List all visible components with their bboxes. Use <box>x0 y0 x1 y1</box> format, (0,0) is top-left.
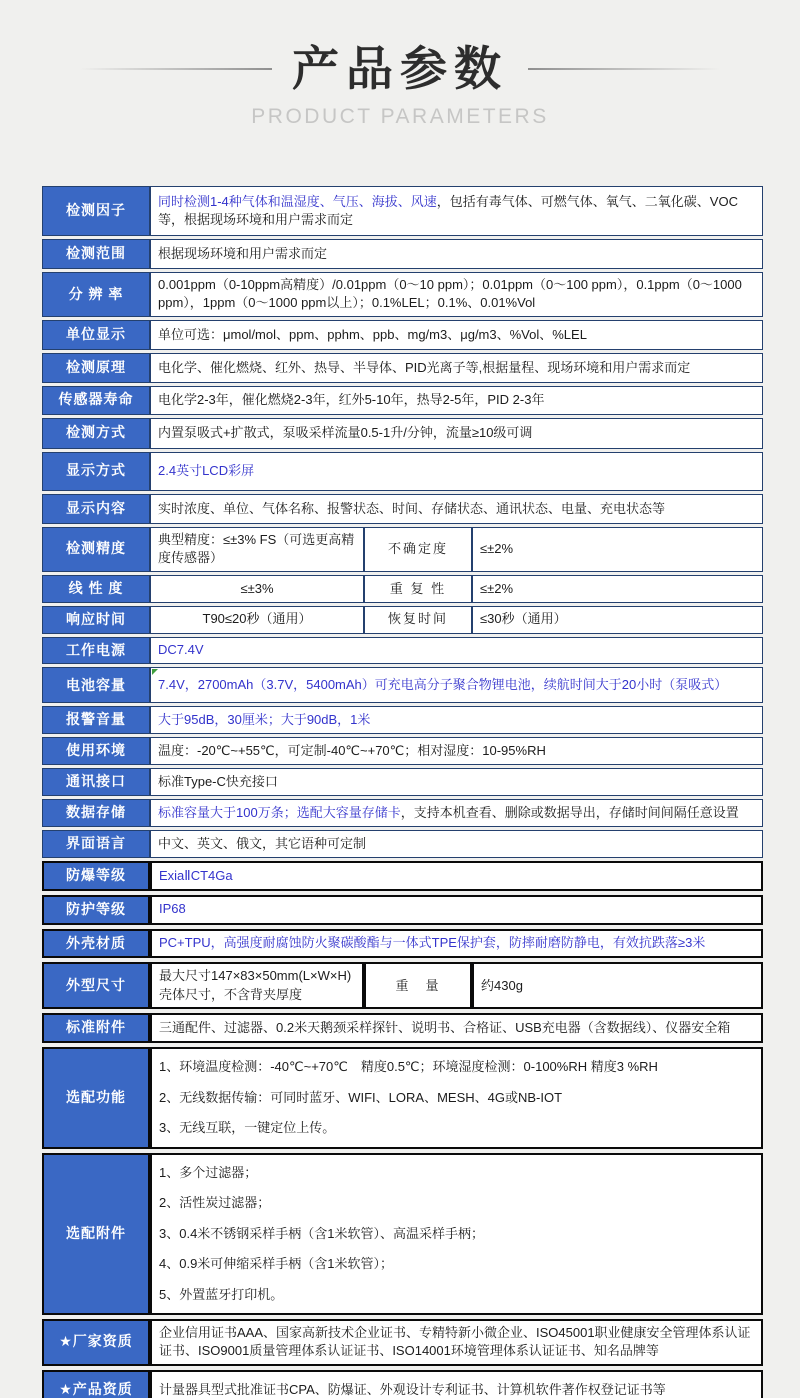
spec-row <box>42 895 763 925</box>
spec-row <box>42 186 763 236</box>
row-value <box>150 494 763 524</box>
row-value <box>150 637 763 665</box>
row-label: 检测范围 <box>42 239 150 269</box>
spec-row <box>42 1047 763 1148</box>
value-text: IP68 <box>159 901 186 917</box>
value-text: PC+TPU，高强度耐腐蚀防火聚碳酸酯与一体式TPE保护套，防摔耐磨防静电，有效抗跌落≥3米 <box>159 935 706 951</box>
spec-row <box>42 768 763 796</box>
row-label: 单位显示 <box>42 320 150 350</box>
row-value <box>150 575 364 603</box>
value-text: 0.001ppm（0-10ppm高精度）/0.01ppm（0～10 ppm）；0.01ppm（0～100 ppm），0.1ppm（0～1000 ppm），1ppm（0～1000 ppm以上）；0.1%LEL；0.1%、0.01%Vol <box>158 277 742 311</box>
title-left-line <box>80 68 272 70</box>
row-label: ★产品资质 <box>42 1370 150 1398</box>
row-value <box>472 606 763 634</box>
row-value <box>150 830 763 858</box>
value-text: 1、多个过滤器； <box>159 1164 258 1180</box>
row-value <box>150 1370 763 1398</box>
title-row <box>0 42 800 96</box>
value-text: 2.4英寸LCD彩屏 <box>158 463 255 479</box>
spec-row <box>42 1013 763 1043</box>
value-text: ，包括有毒气体、可燃气体、氧气、二氧化碳、VOC等，根据现场环境和用户需求而定 <box>158 193 738 227</box>
value-text: 约430g <box>481 977 523 993</box>
row-label: 选配功能 <box>42 1047 150 1148</box>
value-text: 内置泵吸式+扩散式，泵吸采样流量0.5-1升/分钟，流量≥10级可调 <box>158 425 533 441</box>
row-label: 防爆等级 <box>42 861 150 891</box>
row-label: 选配附件 <box>42 1153 150 1315</box>
row-value <box>150 799 763 827</box>
row-label: ★厂家资质 <box>42 1319 150 1366</box>
row-label: 通讯接口 <box>42 768 150 796</box>
row-label: 数据存储 <box>42 799 150 827</box>
value-text: 4、0.9米可伸缩采样手柄（含1米软管）； <box>159 1256 394 1272</box>
value-text: 三通配件、过滤器、0.2米天鹅颈采样探针、说明书、合格证、USB充电器（含数据线）、仪器安全箱 <box>159 1020 731 1036</box>
spec-row <box>42 706 763 734</box>
spec-row <box>42 320 763 350</box>
spec-row <box>42 737 763 765</box>
spec-row <box>42 239 763 269</box>
spec-row <box>42 527 763 572</box>
row-sublabel: 不确定度 <box>364 527 472 572</box>
row-value <box>150 768 763 796</box>
row-value <box>150 1047 763 1148</box>
row-label: 分 辨 率 <box>42 272 150 317</box>
row-value <box>150 186 763 236</box>
row-value <box>150 737 763 765</box>
value-text: 单位可选：μmol/mol、ppm、pphm、ppb、mg/m3、μg/m3、%Vol、%LEL <box>158 326 587 342</box>
value-text: ，支持本机查看、删除或数据导出，存储时间间隔任意设置 <box>400 804 739 820</box>
row-label: 检测方式 <box>42 418 150 449</box>
row-value <box>150 606 364 634</box>
spec-row <box>42 418 763 449</box>
value-text: DC7.4V <box>158 642 204 658</box>
row-value <box>150 239 763 269</box>
spec-row <box>42 799 763 827</box>
row-value <box>150 706 763 734</box>
row-label: 传感器寿命 <box>42 386 150 415</box>
row-value <box>150 353 763 383</box>
value-text: 同时检测1-4种气体和温湿度、气压、海拔、风速 <box>158 193 437 209</box>
row-label: 响应时间 <box>42 606 150 634</box>
row-value <box>150 452 763 491</box>
page-title: 产品参数 <box>292 42 508 95</box>
spec-row <box>42 830 763 858</box>
value-text: 5、外置蓝牙打印机。 <box>159 1286 284 1302</box>
value-text: ≤30秒（通用） <box>480 611 567 627</box>
row-value <box>472 962 763 1009</box>
spec-row <box>42 667 763 703</box>
row-label: 使用环境 <box>42 737 150 765</box>
value-text: 3、0.4米不锈钢采样手柄（含1米软管）、高温采样手柄； <box>159 1225 485 1241</box>
value-text: ≤±3% <box>240 580 274 596</box>
value-text: 2、无线数据传输：可同时蓝牙、WIFI、LORA、MESH、4G或NB-IOT <box>159 1089 563 1105</box>
title-right-line <box>528 68 720 70</box>
row-label: 线 性 度 <box>42 575 150 603</box>
page-header <box>0 0 800 129</box>
value-text: 温度：-20℃~+55℃，可定制-40℃~+70℃；相对湿度：10-95%RH <box>158 743 546 759</box>
row-value <box>150 667 763 703</box>
value-text: 2、活性炭过滤器； <box>159 1195 271 1211</box>
value-text: 壳体尺寸，不含背夹厚度 <box>159 986 303 1002</box>
row-value <box>472 527 763 572</box>
row-sublabel: 重 量 <box>364 962 472 1009</box>
row-value <box>150 1013 763 1043</box>
page-subtitle: PRODUCT PARAMETERS <box>251 105 549 129</box>
value-text: 电化学、催化燃烧、红外、热导、半导体、PID光离子等,根据量程、现场环境和用户需求而定 <box>158 359 691 375</box>
row-label: 检测原理 <box>42 353 150 383</box>
row-label: 检测精度 <box>42 527 150 572</box>
row-value <box>150 418 763 449</box>
row-label: 界面语言 <box>42 830 150 858</box>
value-text: ExiaⅡCT4Ga <box>159 867 233 883</box>
row-value <box>150 929 763 959</box>
spec-row <box>42 1319 763 1366</box>
row-sublabel: 重 复 性 <box>364 575 472 603</box>
spec-row <box>42 929 763 959</box>
value-text: 电化学2-3年，催化燃烧2-3年，红外5-10年，热导2-5年，PID 2-3年 <box>158 392 545 408</box>
row-label: 外壳材质 <box>42 929 150 959</box>
row-label: 报警音量 <box>42 706 150 734</box>
row-value <box>150 527 364 572</box>
row-value <box>150 962 364 1009</box>
row-value <box>150 320 763 350</box>
spec-table <box>42 186 763 1398</box>
row-label: 显示内容 <box>42 494 150 524</box>
row-value <box>150 1319 763 1366</box>
cell-corner-marker-icon <box>152 669 158 675</box>
value-text: 最大尺寸147×83×50mm(L×W×H) <box>159 968 352 984</box>
row-value <box>472 575 763 603</box>
value-text: 中文、英文、俄文，其它语种可定制 <box>158 835 367 851</box>
spec-row <box>42 575 763 603</box>
row-value <box>150 1153 763 1315</box>
spec-row <box>42 637 763 665</box>
spec-row <box>42 962 763 1009</box>
row-value <box>150 272 763 317</box>
spec-row <box>42 452 763 491</box>
row-label: 显示方式 <box>42 452 150 491</box>
spec-row <box>42 861 763 891</box>
value-text: ≤±2% <box>480 541 514 557</box>
spec-row <box>42 494 763 524</box>
value-text: 3、无线互联，一键定位上传。 <box>159 1120 336 1136</box>
value-text: 实时浓度、单位、气体名称、报警状态、时间、存储状态、通讯状态、电量、充电状态等 <box>158 500 666 516</box>
row-label: 防护等级 <box>42 895 150 925</box>
value-text: 标准容量大于100万条；选配大容量存储卡 <box>158 804 401 820</box>
value-text: 1、环境温度检测：-40℃~+70℃ 精度0.5℃；环境湿度检测：0-100%RH 精度3 %RH <box>159 1059 658 1075</box>
value-text: ≤±2% <box>480 580 514 596</box>
value-text: 典型精度：≤±3% FS（可选更高精度传感器） <box>158 531 355 566</box>
spec-row <box>42 1153 763 1315</box>
row-value <box>150 861 763 891</box>
value-text: 7.4V，2700mAh（3.7V，5400mAh）可充电高分子聚合物锂电池，续航时间大于20小时（泵吸式） <box>158 677 728 693</box>
row-value <box>150 895 763 925</box>
row-label: 电池容量 <box>42 667 150 703</box>
row-label: 工作电源 <box>42 637 150 665</box>
value-text: 根据现场环境和用户需求而定 <box>158 245 328 261</box>
spec-row <box>42 386 763 415</box>
row-label: 检测因子 <box>42 186 150 236</box>
row-value <box>150 386 763 415</box>
row-label: 外型尺寸 <box>42 962 150 1009</box>
spec-row <box>42 353 763 383</box>
value-text: 计量器具型式批准证书CPA、防爆证、外观设计专利证书、计算机软件著作权登记证书等 <box>159 1381 666 1397</box>
spec-row <box>42 272 763 317</box>
spec-row <box>42 1370 763 1398</box>
value-text: 大于95dB，30厘米；大于90dB，1米 <box>158 712 371 728</box>
value-text: 企业信用证书AAA、国家高新技术企业证书、专精特新小微企业、ISO45001职业健康安全管理体系认证证书、ISO9001质量管理体系认证证书、ISO14001环境管理体系认证证书、知名品牌等 <box>159 1324 751 1359</box>
row-sublabel: 恢复时间 <box>364 606 472 634</box>
value-text: 标准Type-C快充接口 <box>158 773 278 789</box>
row-label: 标准附件 <box>42 1013 150 1043</box>
value-text: T90≤20秒（通用） <box>202 611 312 627</box>
spec-row <box>42 606 763 634</box>
